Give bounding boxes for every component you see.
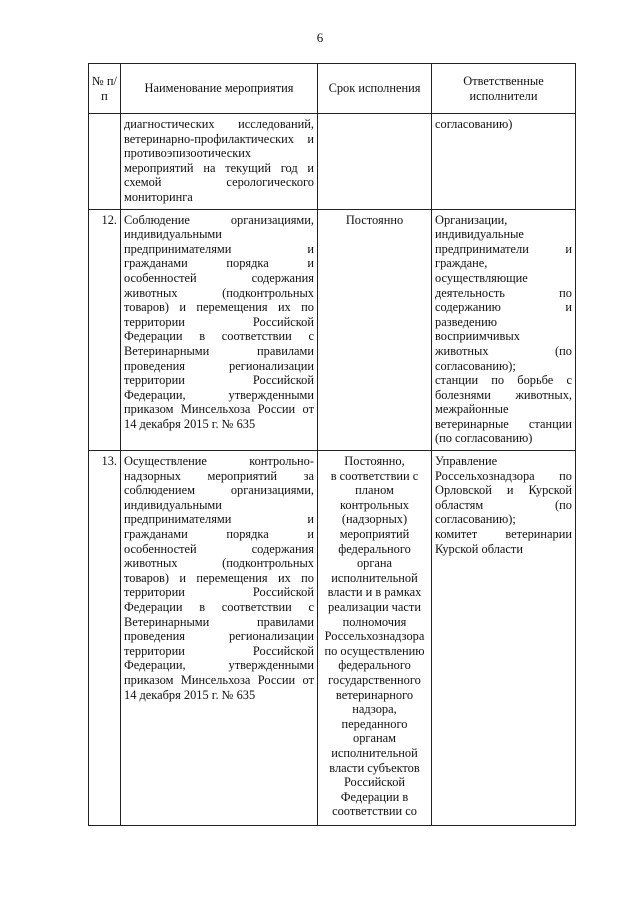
cell-text-line: предпринимателями и xyxy=(124,241,314,256)
cell-text-line: исполнительной xyxy=(331,570,418,585)
cell-text-line: согласованию); xyxy=(435,358,516,373)
cell-text-line: граждане, xyxy=(435,256,488,271)
cell-text-line: противоэпизоотических xyxy=(124,146,252,161)
cell-text-line: схемой серологического xyxy=(124,175,314,190)
cell-text-line: Россельхознадзора по xyxy=(435,468,572,483)
cell-text-line: органа xyxy=(356,556,393,571)
cell-text-line: проведения регионализации xyxy=(124,629,314,644)
row-number xyxy=(89,114,121,210)
cell-text-line: диагностических исследований, xyxy=(124,117,314,131)
cell-text-line: Федерации в соответствии с xyxy=(124,600,314,614)
cell-text-line: Федерации в соответствии с xyxy=(124,329,314,344)
cell-text-line: территории Российской xyxy=(124,585,314,600)
cell-text-line: полномочия xyxy=(342,614,407,629)
cell-text-line: восприимчивых xyxy=(435,329,520,344)
cell-text-line: комитет ветеринарии xyxy=(435,527,572,542)
cell-text-line: товаров) и перемещения их по xyxy=(124,300,314,315)
cell-text-line: Постоянно, xyxy=(344,454,405,469)
event-term xyxy=(318,451,432,826)
header-name: Наименование мероприятия xyxy=(121,64,318,114)
cell-text-line: Постоянно xyxy=(345,212,404,227)
event-name xyxy=(121,114,318,210)
cell-text-line: межрайонные xyxy=(435,402,509,417)
cell-text-line: Россельхознадзора xyxy=(324,629,425,644)
cell-text-line: органам xyxy=(353,731,396,746)
cell-text-line: власти субъектов xyxy=(329,760,420,775)
cell-text-line: (по согласованию) xyxy=(435,431,533,446)
cell-text-line: мероприятий на текущий год и xyxy=(124,160,314,175)
cell-text-line: индивидуальные xyxy=(435,227,524,242)
cell-text-line: власти и в рамках xyxy=(327,585,422,600)
cell-text-line: федерального xyxy=(338,658,411,673)
cell-text-line: согласованию) xyxy=(435,117,513,131)
event-responsible xyxy=(432,451,576,826)
event-term xyxy=(318,209,432,451)
event-responsible xyxy=(432,209,576,451)
events-table xyxy=(88,63,576,826)
cell-text-line: осуществляющие xyxy=(435,270,528,285)
cell-text-line: мониторинга xyxy=(124,189,193,204)
cell-text-line: особенностей содержания xyxy=(124,541,314,556)
cell-text-line: территории Российской xyxy=(124,373,314,388)
cell-text-line: ветеринарно-профилактических и xyxy=(124,131,314,146)
cell-text-line: Организации, xyxy=(435,212,508,227)
row-number: 13. xyxy=(89,451,121,826)
cell-text-line: планом xyxy=(355,483,394,498)
cell-text-line: животных (подконтрольных xyxy=(124,556,314,571)
cell-text-line: (надзорных) xyxy=(341,512,408,527)
cell-text-line: содержанию и xyxy=(435,300,572,315)
cell-text-line: соблюдением организациями, xyxy=(124,483,314,498)
header-num: № п/п xyxy=(89,64,121,114)
cell-text-line: Федерации в xyxy=(340,789,409,804)
cell-text-line: разведению xyxy=(435,314,498,329)
cell-text-line: гражданами порядка и xyxy=(124,527,314,542)
cell-text-line: соответствии со xyxy=(332,804,417,819)
cell-text-line: мероприятий xyxy=(339,527,410,542)
page-number: 6 xyxy=(316,30,324,45)
cell-text-line: согласованию); xyxy=(435,512,516,527)
cell-text-line: Российской xyxy=(343,775,406,790)
cell-text-line: ветеринарного xyxy=(335,687,414,702)
cell-text-line: болезнями животных, xyxy=(435,387,572,402)
cell-text-line: станции по борьбе с xyxy=(435,373,572,388)
cell-text-line: Соблюдение организациями, xyxy=(124,212,314,227)
cell-text-line: надзора, xyxy=(352,702,397,717)
cell-text-line: приказом Минсельхоза России от xyxy=(124,672,314,687)
cell-text-line: Федерации, утвержденными xyxy=(124,658,314,673)
cell-text-line: индивидуальными xyxy=(124,497,222,512)
cell-text-line: переданного xyxy=(341,716,408,731)
cell-text-line: Ветеринарными правилами xyxy=(124,614,314,629)
cell-text-line: областям (по xyxy=(435,497,572,512)
cell-text-line: 14 декабря 2015 г. № 635 xyxy=(124,687,256,702)
cell-text-line: государственного xyxy=(328,672,421,687)
cell-text-line: товаров) и перемещения их по xyxy=(124,570,314,585)
cell-text-line: гражданами порядка и xyxy=(124,256,314,271)
cell-text-line: проведения регионализации xyxy=(124,358,314,373)
table-header-row xyxy=(89,64,576,114)
cell-text-line: Курской области xyxy=(435,541,523,556)
cell-text-line: особенностей содержания xyxy=(124,270,314,285)
cell-text-line: территории Российской xyxy=(124,643,314,658)
row-number: 12. xyxy=(89,209,121,451)
cell-text-line: ветеринарные станции xyxy=(435,416,572,431)
cell-text-line: контрольных xyxy=(340,497,409,512)
cell-text-line: приказом Минсельхоза России от xyxy=(124,402,314,417)
cell-text-line: федерального xyxy=(338,541,411,556)
table-row xyxy=(89,209,576,451)
header-responsible: Ответственные исполнители xyxy=(432,64,576,114)
cell-text-line: исполнительной xyxy=(331,745,418,760)
header-term: Срок исполнения xyxy=(318,64,432,114)
cell-text-line: реализации части xyxy=(328,600,421,614)
event-term xyxy=(318,114,432,210)
cell-text-line: Управление xyxy=(435,454,498,469)
cell-text-line: Орловской и Курской xyxy=(435,483,572,498)
event-name xyxy=(121,451,318,826)
cell-text-line: предприниматели и xyxy=(435,241,572,256)
cell-text-line: территории Российской xyxy=(124,314,314,329)
cell-text-line: Осуществление контрольно- xyxy=(124,454,314,469)
cell-text-line: 14 декабря 2015 г. № 635 xyxy=(124,416,256,431)
cell-text-line: предпринимателями и xyxy=(124,512,314,527)
cell-text-line: Ветеринарными правилами xyxy=(124,343,314,358)
cell-text-line: деятельность по xyxy=(435,285,572,300)
cell-text-line: Федерации, утвержденными xyxy=(124,387,314,402)
cell-text-line: животных (по xyxy=(435,343,572,358)
event-responsible xyxy=(432,114,576,210)
table-row xyxy=(89,451,576,826)
cell-text-line: по осуществлению xyxy=(324,643,425,658)
table-row xyxy=(89,114,576,210)
cell-text-line: индивидуальными xyxy=(124,227,222,242)
cell-text-line: животных (подконтрольных xyxy=(124,285,314,300)
cell-text-line: надзорных мероприятий за xyxy=(124,468,314,483)
cell-text-line: в соответствии с xyxy=(330,468,419,483)
event-name xyxy=(121,209,318,451)
